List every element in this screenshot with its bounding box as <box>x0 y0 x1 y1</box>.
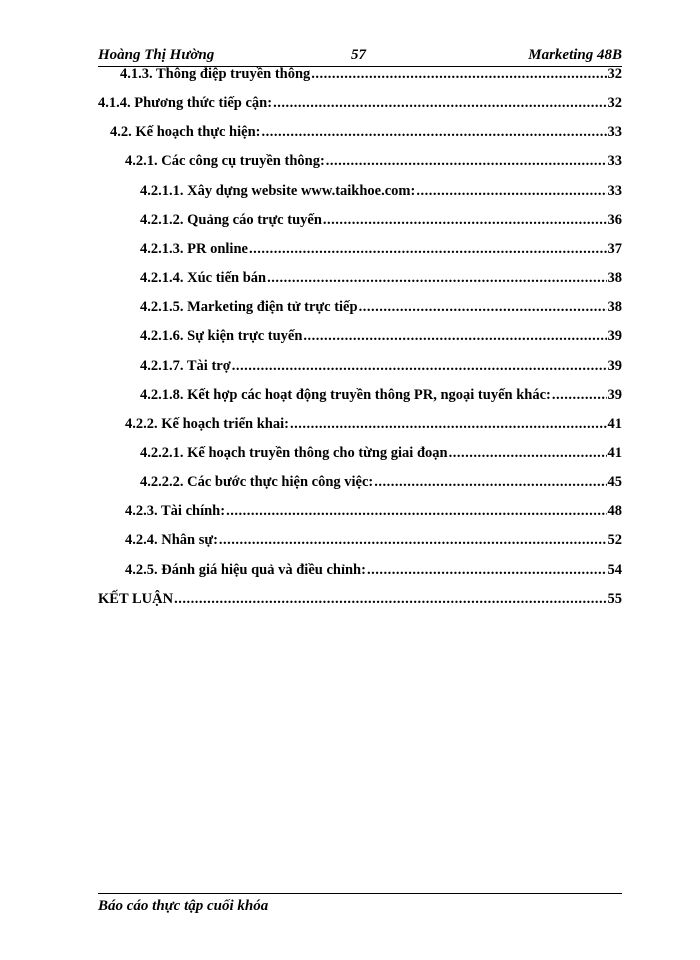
toc-entry-label: 4.2.4. Nhân sự: <box>125 532 218 548</box>
toc-leader-dots <box>174 591 606 608</box>
toc-leader-dots <box>552 387 607 404</box>
header-page-number: 57 <box>351 47 366 63</box>
toc-entry-page: 52 <box>607 532 622 548</box>
header-author: Hoàng Thị Hường <box>98 47 215 63</box>
toc-leader-dots <box>323 212 607 229</box>
toc-entry[interactable] <box>125 503 622 523</box>
toc-leader-dots <box>232 358 607 375</box>
toc-entry-label: 4.2.3. Tài chính: <box>125 503 226 519</box>
toc-entry[interactable] <box>120 66 622 86</box>
toc-entry-label: 4.2.5. Đánh giá hiệu quả và điều chỉnh: <box>125 562 366 578</box>
toc-leader-dots <box>226 503 606 520</box>
toc-entry-page: 39 <box>607 387 622 403</box>
toc-leader-dots <box>219 532 607 549</box>
toc-leader-dots <box>416 183 606 200</box>
toc-leader-dots <box>367 562 607 579</box>
toc-entry-page: 39 <box>607 358 622 374</box>
toc-entry-page: 38 <box>607 270 622 286</box>
toc-entry-page: 33 <box>607 124 622 140</box>
toc-entry-page: 38 <box>607 299 622 315</box>
toc-entry[interactable] <box>140 387 622 407</box>
toc-entry[interactable] <box>125 562 622 582</box>
toc-entry-label: 4.1.4. Phương thức tiếp cận: <box>98 95 273 111</box>
toc-entry-page: 33 <box>607 183 622 199</box>
toc-entry-page: 32 <box>607 66 622 82</box>
toc-entry[interactable] <box>140 474 622 494</box>
page-header <box>98 44 622 67</box>
toc-leader-dots <box>359 299 607 316</box>
toc-entry-page: 55 <box>607 591 622 607</box>
toc-entry[interactable] <box>140 445 622 465</box>
toc-entry-label: 4.2.1. Các công cụ truyền thông: <box>125 153 325 169</box>
toc-entry[interactable] <box>110 124 622 144</box>
toc-entry[interactable] <box>140 212 622 232</box>
toc-entry-page: 32 <box>607 95 622 111</box>
toc-entry-label: 4.2.1.8. Kết hợp các hoạt động truyền thông PR, ngoại tuyến khác: <box>140 387 551 403</box>
toc-entry[interactable] <box>140 299 622 319</box>
toc-entry[interactable] <box>140 270 622 290</box>
toc-leader-dots <box>374 474 606 491</box>
footer-text: Báo cáo thực tập cuối khóa <box>98 898 269 914</box>
toc-leader-dots <box>449 445 607 462</box>
toc-entry[interactable] <box>125 153 622 173</box>
toc-entry-label: 4.2.1.4. Xúc tiến bán <box>140 270 267 286</box>
toc-leader-dots <box>261 124 606 141</box>
toc-entry-label: 4.2.1.5. Marketing điện tử trực tiếp <box>140 299 358 315</box>
toc-entry-label: 4.2.1.7. Tài trợ <box>140 358 231 374</box>
toc-entry-label: 4.2.2. Kế hoạch triển khai: <box>125 416 289 432</box>
toc-entry[interactable] <box>98 95 622 115</box>
toc-entry[interactable] <box>140 328 622 348</box>
toc-leader-dots <box>267 270 606 287</box>
toc-entry-page: 54 <box>607 562 622 578</box>
toc-entry-page: 36 <box>607 212 622 228</box>
toc-entry-page: 45 <box>607 474 622 490</box>
toc-leader-dots <box>273 95 606 112</box>
toc-entry[interactable] <box>140 358 622 378</box>
toc-entry-label: 4.2.1.6. Sự kiện trực tuyến <box>140 328 303 344</box>
toc-entry-page: 37 <box>607 241 622 257</box>
toc-entry[interactable] <box>140 241 622 261</box>
toc-entry-label: 4.1.3. Thông điệp truyền thông <box>120 66 311 82</box>
toc-entry-page: 48 <box>607 503 622 519</box>
toc-entry-label: KẾT LUẬN <box>98 591 174 607</box>
header-class: Marketing 48B <box>528 47 622 63</box>
toc-entry-label: 4.2.2.1. Kế hoạch truyền thông cho từng giai đoạn <box>140 445 448 461</box>
toc-entry-page: 41 <box>607 416 622 432</box>
page-footer <box>98 893 622 915</box>
toc-leader-dots <box>290 416 607 433</box>
toc-entry-label: 4.2.1.1. Xây dựng website www.taikhoe.com: <box>140 183 416 199</box>
toc-entry-label: 4.2.2.2. Các bước thực hiện công việc: <box>140 474 374 490</box>
toc-entry-label: 4.2.1.3. PR online <box>140 241 248 257</box>
toc-entry-page: 41 <box>607 445 622 461</box>
toc-entry[interactable] <box>140 183 622 203</box>
toc-leader-dots <box>249 241 607 258</box>
toc-entry-label: 4.2. Kế hoạch thực hiện: <box>110 124 261 140</box>
toc-entry[interactable] <box>125 416 622 436</box>
toc-entry-label: 4.2.1.2. Quảng cáo trực tuyến <box>140 212 322 228</box>
toc-leader-dots <box>326 153 607 170</box>
toc-entry[interactable] <box>98 591 622 611</box>
toc-entry-page: 33 <box>607 153 622 169</box>
toc-leader-dots <box>311 66 606 83</box>
toc-entry[interactable] <box>125 532 622 552</box>
toc-leader-dots <box>303 328 606 345</box>
toc-entry-page: 39 <box>607 328 622 344</box>
